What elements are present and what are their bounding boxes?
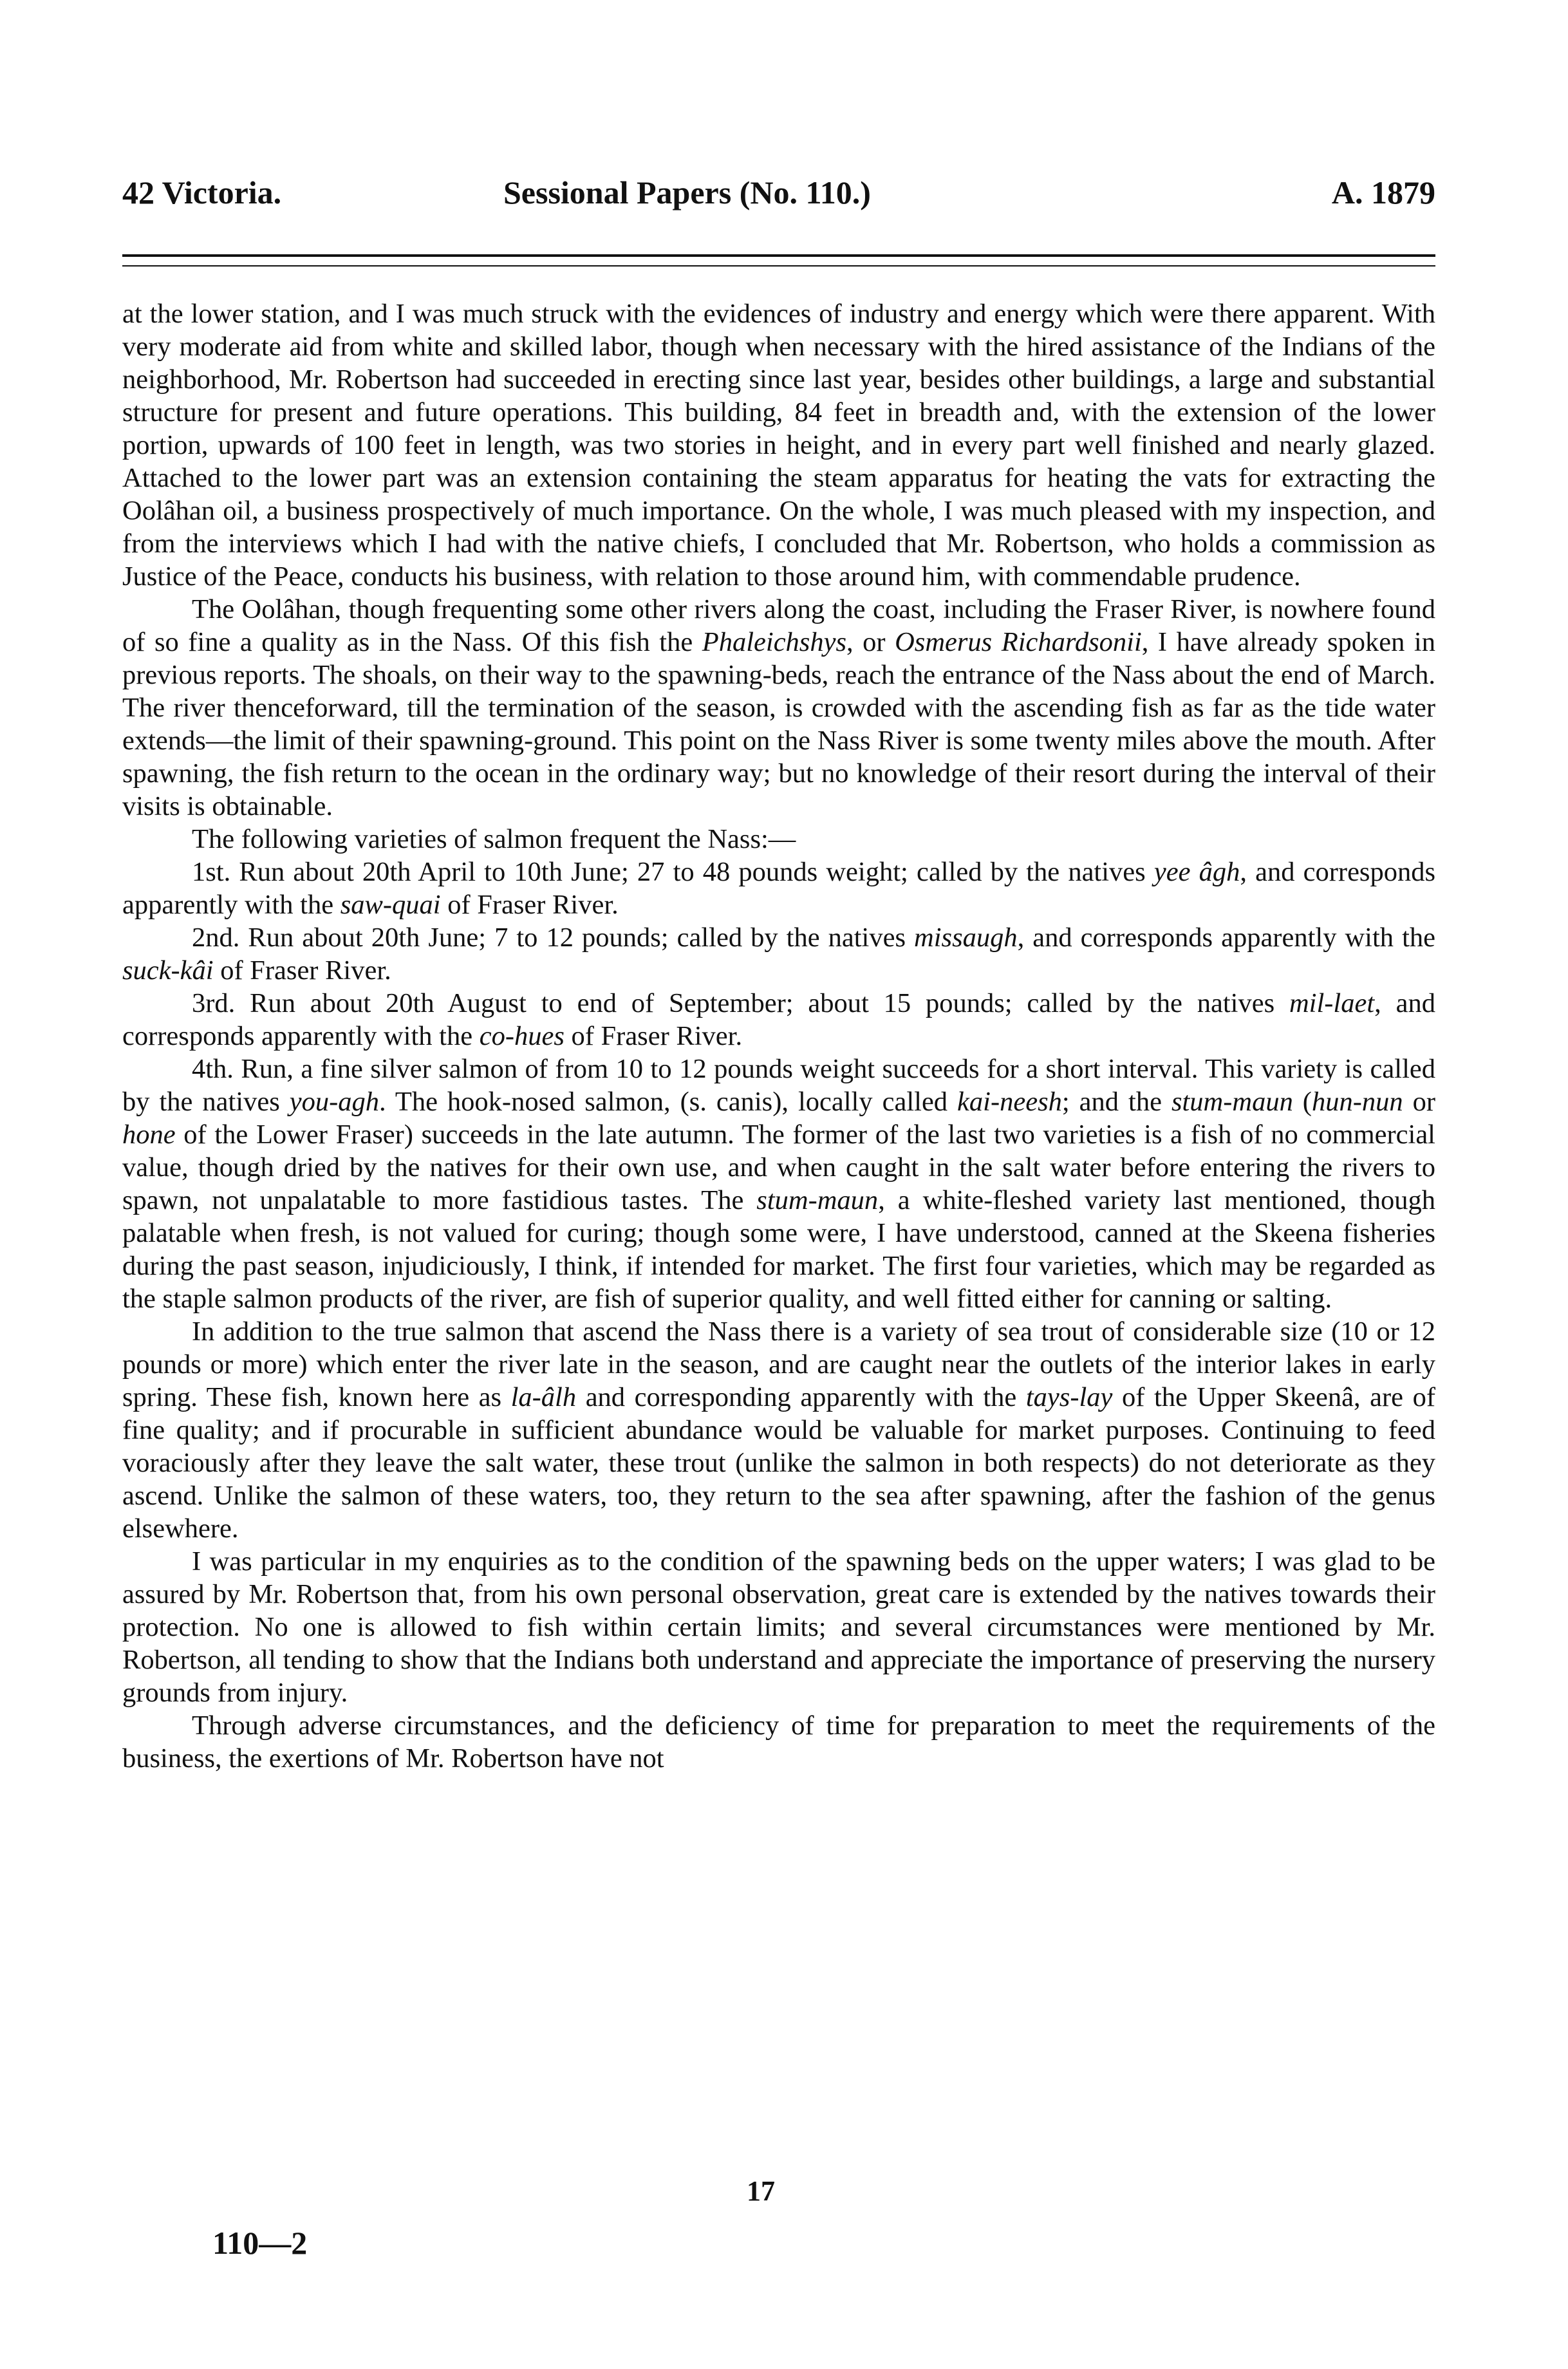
text-run: , and corresponds apparently with the [122,988,1435,1051]
paragraph [122,921,1435,987]
italic-term: suck-kâi [122,955,214,986]
header-rule-thick [122,254,1435,257]
italic-term: you-agh [289,1087,380,1117]
text-run: of Fraser River. [564,1021,743,1051]
text-run: of the Lower Fraser) succeeds in the late autumn. The former of the last two varieties is a fish of no commercial value, though dried by the natives for their own use, and when caught in the salt water before entering the rivers to spawn, not unpalatable to more fastidious tastes. The [122,1119,1435,1215]
text-run: 2nd. Run about 20th June; 7 to 12 pounds; called by the natives [192,922,915,953]
italic-term: Osmerus Richardsonii [895,627,1142,657]
italic-term: tays-lay [1025,1382,1113,1412]
italic-term: kai-neesh [957,1087,1062,1117]
italic-term: stum-maun [756,1185,879,1215]
paragraph [122,593,1435,823]
paragraph [122,1315,1435,1545]
body-text [122,297,1435,1775]
header-rule-thin [122,265,1435,267]
text-run: , or [846,627,895,657]
italic-term: mil-laet [1289,988,1375,1018]
text-run: of the Upper Skeenâ, are of fine quality; and if procurable in sufficient abundance would be valuable for market purposes. Continuing to feed voraciously after they leave the salt water, these trout (unlike the salmon in both respects) do not deteriorate as they ascend. Unlike the salmon of these waters, too, they return to the sea after spawning, after the fashion of the genus elsewhere. [122,1382,1435,1544]
text-run: The following varieties of salmon frequent the Nass:— [192,824,796,854]
text-run: 3rd. Run about 20th August to end of September; about 15 pounds; called by the natives [192,988,1289,1018]
text-run: and corresponding apparently with the [576,1382,1026,1412]
text-run: ; and the [1061,1087,1171,1117]
text-run: Through adverse circumstances, and the deficiency of time for preparation to meet the requirements of the business, the exertions of Mr. Robertson have not [122,1710,1435,1774]
italic-term: stum-maun [1171,1087,1293,1117]
italic-term: la-âlh [510,1382,577,1412]
text-run: 4th. Run, a fine silver salmon of from 10 to 12 pounds weight succeeds for a short interval. This variety is called by the natives [122,1054,1435,1117]
text-run: 1st. Run about 20th April to 10th June; 27 to 48 pounds weight; called by the natives [192,857,1154,887]
paragraph [122,1545,1435,1709]
text-run: , and corresponds apparently with the [1017,922,1435,953]
italic-term: Phaleichshys [702,627,846,657]
running-header [122,174,1435,219]
paragraph [122,297,1435,593]
paragraph [122,1709,1435,1775]
paragraph [122,856,1435,921]
text-run: . The hook-nosed salmon, (s. canis), locally called [379,1087,958,1117]
text-run: The Oolâhan, though frequenting some other rivers along the coast, including the Fraser River, is nowhere found of so fine a quality as in the Nass. Of this fish the [122,594,1435,657]
page-number: 17 [747,2175,775,2207]
text-run: or [1403,1087,1436,1117]
text-run: of Fraser River. [440,890,619,920]
text-run: , a white-fleshed variety last mentioned, though palatable when fresh, is not valued for curing; though some were, I have understood, canned at the Skeena fisheries during the past season, injudiciously, I think, if intended for market. The first four varieties, which may be regarded as the staple salmon products of the river, are fish of superior quality, and well fitted either for canning or salting. [122,1185,1435,1314]
italic-term: saw-quai [340,890,441,920]
italic-term: co-hues [479,1021,565,1051]
italic-term: missaugh [914,922,1018,953]
paragraph [122,823,1435,856]
text-run: , I have already spoken in previous reports. The shoals, on their way to the spawning-beds, reach the entrance of the Nass about the end of March. The river thenceforward, till the termination of the season, is crowded with the ascending fish as far as the tide water extends—the limit of their spawning-ground. This point on the Nass River is some twenty miles above the mouth. After spawning, the fish return to the ocean in the ordinary way; but no knowledge of their resort during the interval of their visits is obtainable. [122,627,1435,821]
text-run: at the lower station, and I was much struck with the evidences of industry and energy which were there apparent. With very moderate aid from white and skilled labor, though when necessary with the hired assistance of the Indians of the neighborhood, Mr. Robertson had succeeded in erecting since last year, besides other buildings, a large and substantial structure for present and future operations. This building, 84 feet in breadth and, with the extension of the lower portion, upwards of 100 feet in length, was two stories in height, and in every part well finished and nearly glazed. Attached to the lower part was an extension containing the steam apparatus for heating the vats for extracting the Oolâhan oil, a business prospectively of much importance. On the whole, I was much pleased with my inspection, and from the interviews which I had with the native chiefs, I concluded that Mr. Robertson, who holds a commission as Justice of the Peace, conducts his business, with relation to those around him, with commendable prudence. [122,299,1435,592]
text-run: , and corresponds apparently with the [122,857,1436,920]
header-volume: 42 Victoria. [122,174,282,211]
header-title: Sessional Papers (No. 110.) [503,174,871,211]
italic-term: yee âgh [1153,857,1240,887]
text-run: In addition to the true salmon that ascend the Nass there is a variety of sea trout of considerable size (10 or 12 pounds or more) which enter the river late in the season, and are caught near the outlets of the interior lakes in early spring. These fish, known here as [122,1316,1435,1412]
italic-term: hun-nun [1311,1087,1403,1117]
text-run: of Fraser River. [213,955,391,986]
paragraph [122,987,1435,1053]
text-run: I was particular in my enquiries as to the condition of the spawning beds on the upper waters; I was glad to be assured by Mr. Robertson that, from his own personal observation, great care is extended by the natives towards their protection. No one is allowed to fish within certain limits; and several circumstances were mentioned by Mr. Robertson, all tending to show that the Indians both understand and appreciate the importance of preserving the nursery grounds from injury. [122,1546,1435,1708]
paragraph [122,1053,1435,1315]
signature-mark: 110—2 [212,2225,308,2261]
italic-term: hone [122,1119,176,1150]
header-year: A. 1879 [1331,174,1435,211]
text-run: ( [1293,1087,1312,1117]
